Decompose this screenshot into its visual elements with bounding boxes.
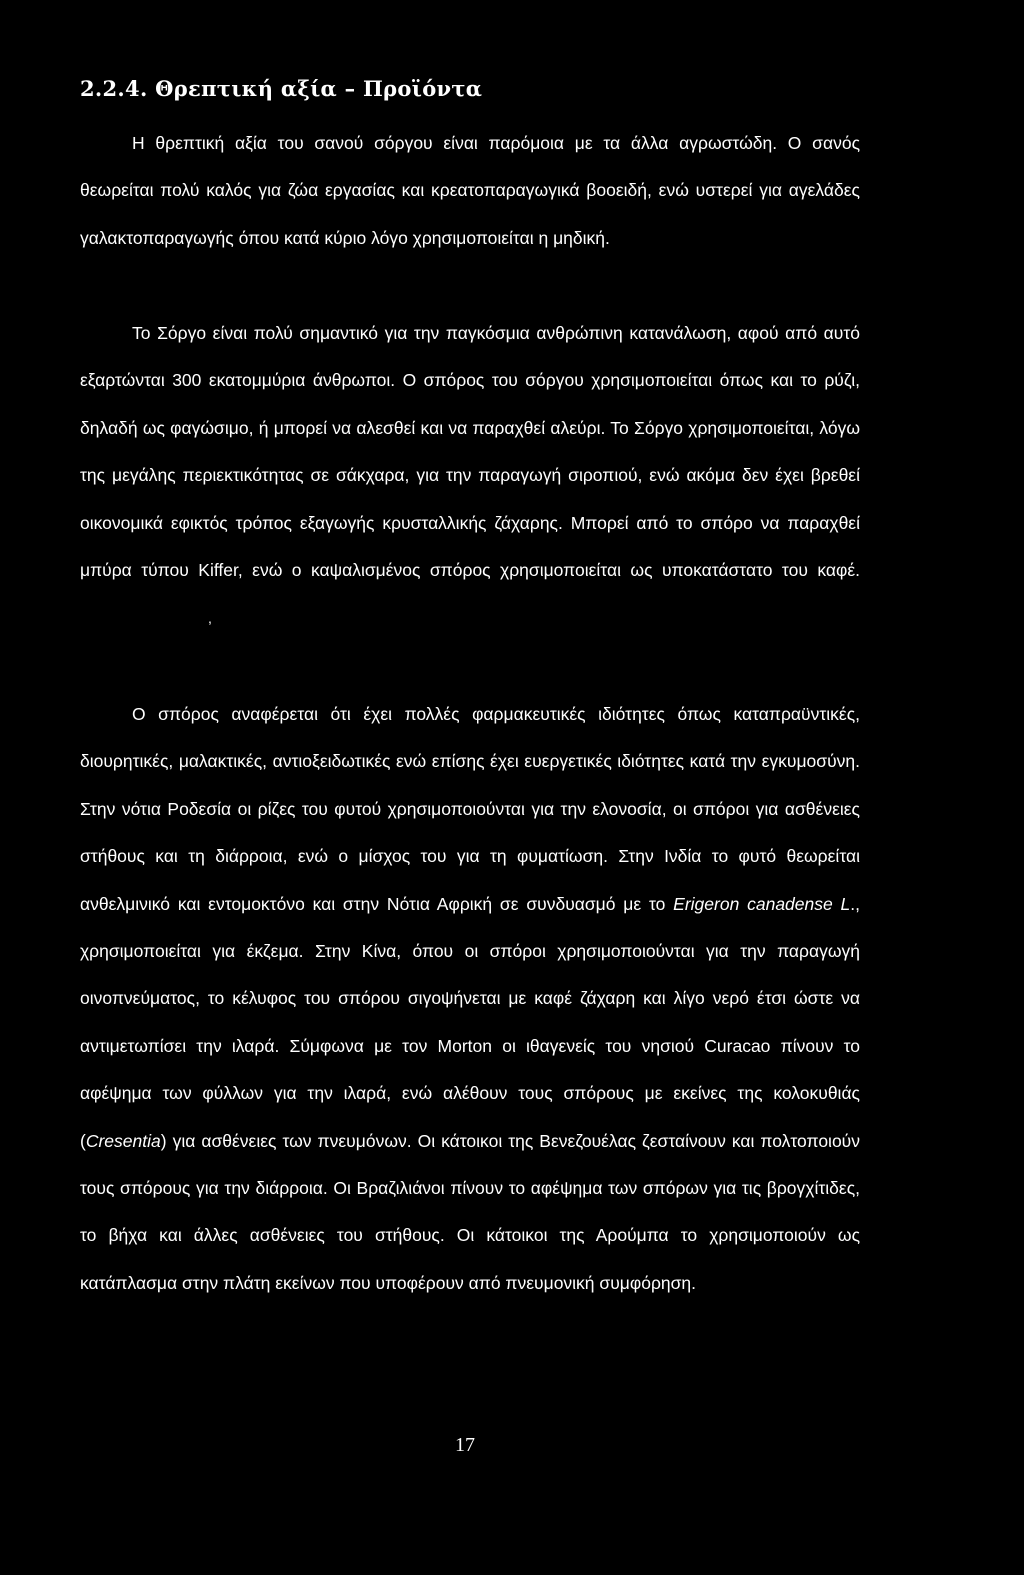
medicinal-text-part-2: ., χρησιμοποιείται για έκζεμα. Στην Κίνα, όπου οι σπόροι χρησιμοποιούνται για την παραγωγή οινοπνεύματος, το κέλυφος του σπόρου σιγοψήνεται με καφέ ζάχαρη και λίγο νερό έτσι ώστε να αντιμετωπίσει την ιλαρά. Σύμφωνα με τον Morton οι ιθαγενείς του νησιού Curacao πίνουν το αφέψημα των φύλλων για την ιλαρά, ενώ αλέθουν τους σπόρους με εκείνες της κολοκυθιάς (	[80, 893, 861, 1151]
paragraph-medicinal-properties	[80, 691, 860, 1307]
page-number: 17	[455, 1434, 475, 1456]
medicinal-text-part-1: Ο σπόρος αναφέρεται ότι έχει πολλές φαρμακευτικές ιδιότητες όπως καταπραϋντικές, διουρητικές, μαλακτικές, αντιοξειδωτικές ενώ επίσης έχει ευεργετικές ιδιότητες κατά την εγκυμοσύνη. Στην νότια Ροδεσία οι ρίζες του φυτού χρησιμοποιούνται για την ελονοσία, οι σπόροι για ασθένειες στήθους και τη διάρροια, ενώ ο μίσχος του για τη φυματίωση. Στην Ινδία το φυτό θεωρείται ανθελμινικό και εντομοκτόνο και στην Νότια Αφρική σε συνδυασμό με το	[80, 704, 860, 914]
medicinal-text-part-3: ) για ασθένειες των πνευμόνων. Οι κάτοικοι της Βενεζουέλας ζεσταίνουν και πολτοποιούν τους σπόρους για την διάρροια. Οι Βραζιλιάνοι πίνουν το αφέψημα των σπόρων για τις βρογχίτιδες, το βήχα και άλλες ασθένειες του στήθους. Οι κάτοικοι της Αρούμπα το χρησιμοποιούν ως κατάπλασμα στην πλάτη εκείνων που υποφέρουν από πνευμονική συμφόρηση.	[80, 1130, 860, 1293]
section-heading: 2.2.4. Θρεπτική αξία – Προϊόντα	[80, 76, 483, 101]
species-name-erigeron: Erigeron canadense L	[673, 893, 851, 914]
stray-mark: ,	[208, 610, 212, 627]
paragraph-nutritional-value: Η θρεπτική αξία του σανού σόργου είναι παρόμοια με τα άλλα αγρωστώδη. Ο σανός θεωρείται πολύ καλός για ζώα εργασίας και κρεατοπαραγωγικά βοοειδή, ενώ υστερεί για αγελάδες γαλακτοπαραγωγής όπου κατά κύριο λόγο χρησιμοποιείται η μηδική.	[80, 133, 860, 248]
paragraph-human-consumption	[80, 310, 860, 643]
species-name-cresentia: Cresentia	[85, 1130, 161, 1151]
paragraph-human-consumption-text: Το Σόργο είναι πολύ σημαντικό για την παγκόσμια ανθρώπινη κατανάλωση, αφού από αυτό εξαρτώνται 300 εκατομμύρια άνθρωποι. Ο σπόρος του σόργου χρησιμοποιείται όπως και το ρύζι, δηλαδή ως φαγώσιμο, ή μπορεί να αλεσθεί και να παραχθεί αλεύρι. Το Σόργο χρησιμοποιείται, λόγω της μεγάλης περιεκτικότητας σε σάκχαρα, για την παραγωγή σιροπιού, ενώ ακόμα δεν έχει βρεθεί οικονομικά εφικτός τρόπος εξαγωγής κρυσταλλικής ζάχαρης. Μπορεί από το σπόρο να παραχθεί μπύρα τύπου Kiffer, ενώ ο καψαλισμένος σπόρος χρησιμοποιείται ως υποκατάστατο του καφέ.	[80, 323, 860, 581]
